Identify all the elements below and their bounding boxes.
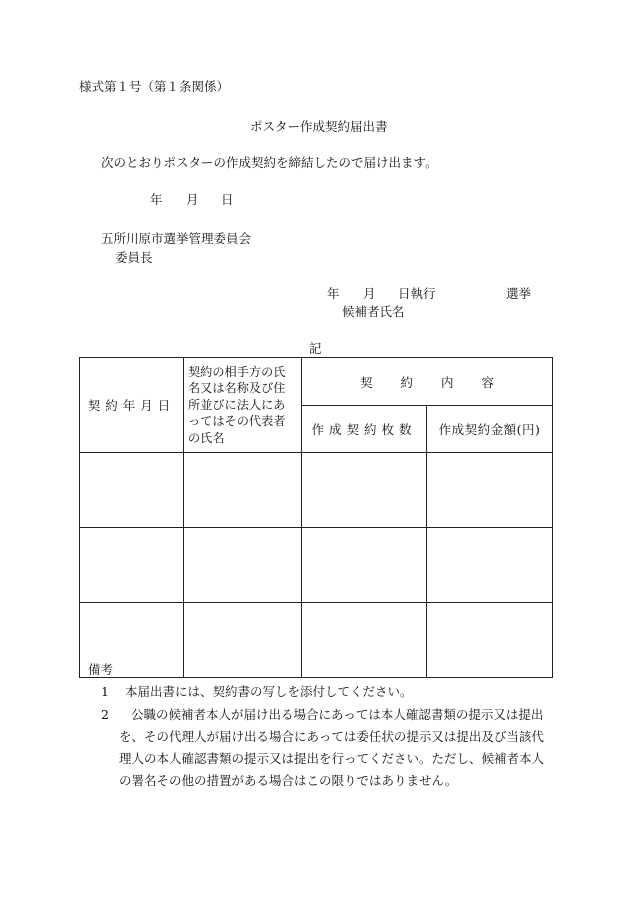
election-day-exec: 日執行 — [398, 286, 436, 301]
header-contract-amount: 作成契約金額(円) — [427, 406, 553, 453]
addressee-title: 委員長 — [115, 250, 153, 265]
header-contract-count: 作成契約枚数 — [302, 406, 427, 453]
intro-text: 次のとおりポスターの作成契約を締結したので届け出ます。 — [101, 155, 438, 170]
table-cell[interactable] — [427, 528, 553, 603]
table-cell[interactable] — [302, 453, 427, 528]
election-month: 月 — [363, 286, 376, 301]
addressee-org: 五所川原市選挙管理委員会 — [101, 231, 252, 246]
table-cell[interactable] — [80, 453, 184, 528]
note-item — [101, 682, 412, 700]
election-label: 選挙 — [506, 286, 532, 301]
header-contract-contents — [302, 358, 553, 406]
table-row — [80, 453, 553, 528]
table-cell[interactable] — [427, 453, 553, 528]
header-contract-contents-label: 契約内容 — [360, 374, 523, 390]
note-number: 2 — [101, 707, 109, 722]
table-cell[interactable] — [302, 528, 427, 603]
notes-title: 備考 — [88, 662, 114, 677]
note-number: 1 — [101, 684, 109, 699]
header-contract-party: 契約の相手方の氏名又は名称及び住所並びに法人にあってはその代表者の氏名 — [184, 358, 302, 453]
table-cell[interactable] — [302, 603, 427, 678]
ki-label: 記 — [309, 341, 322, 356]
table-cell[interactable] — [184, 603, 302, 678]
form-number: 様式第１号（第１条関係） — [79, 79, 230, 94]
table-cell[interactable] — [184, 528, 302, 603]
table-cell[interactable] — [80, 528, 184, 603]
table-row — [80, 603, 553, 678]
document-title: ポスター作成契約届出書 — [250, 119, 388, 134]
table-row — [80, 528, 553, 603]
date-year: 年 — [150, 192, 163, 207]
note-item — [101, 704, 556, 792]
contract-table — [79, 357, 553, 678]
header-contract-date: 契約年月日 — [80, 358, 184, 453]
note-text: 本届出書には、契約書の写しを添付してください。 — [124, 684, 413, 699]
date-month: 月 — [186, 192, 199, 207]
candidate-name-label: 候補者氏名 — [342, 304, 405, 319]
election-year: 年 — [327, 286, 340, 301]
date-day: 日 — [221, 192, 234, 207]
note-text: 公職の候補者本人が届け出る場合にあっては本人確認書類の提示又は提出を、その代理人が届け出る場合にあっては委任状の提示又は提出及び当該代理人の本人確認書類の提示又は提出を行ってください。ただし、候補者本人の署名その他の措置がある場合はこの限りではありません。 — [119, 707, 545, 788]
table-cell[interactable] — [427, 603, 553, 678]
table-cell[interactable] — [184, 453, 302, 528]
